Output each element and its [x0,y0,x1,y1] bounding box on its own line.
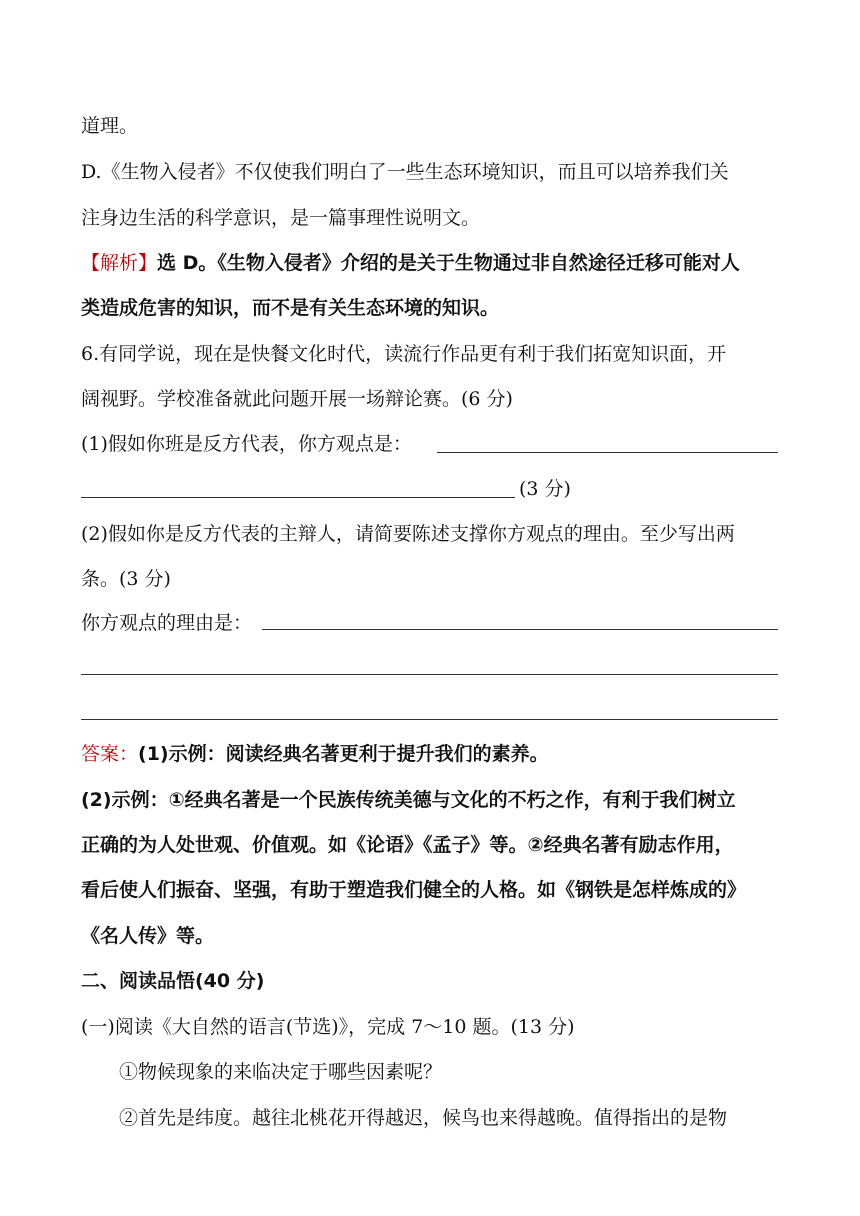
passage-paragraph-1: ①物候现象的来临决定于哪些因素呢？ [119,1061,443,1083]
reason-label: 你方观点的理由是： [81,612,253,634]
text-line: 道理。 [81,115,139,137]
reading-instruction: (一)阅读《大自然的语言(节选)》，完成 7～10 题。(13 分) [81,1016,575,1038]
answer-tag: 答案： [81,743,139,765]
question-6-part2-cont: 条。(3 分) [81,568,171,590]
question-6: 6.有同学说，现在是快餐文化时代，读流行作品更有利于我们拓宽知识面，开 [81,343,727,365]
answer-line [81,740,781,768]
answer-blank-5[interactable] [81,719,778,720]
text-line: 注身边生活的科学意识，是一篇事理性说明文。 [81,207,481,229]
answer-part2-cont: 正确的为人处世观、价值观。如《论语》《孟子》等。②经典名著有励志作用， [81,834,734,856]
answer-blank-3[interactable] [262,629,778,630]
question-6-part2: (2)假如你是反方代表的主辩人，请简要陈述支撑你方观点的理由。至少写出两 [81,523,735,545]
analysis-text: 选 D。《生物入侵者》介绍的是关于生物通过非自然途径迁移可能对人 [157,252,740,274]
answer-part2-cont: 看后使人们振奋、坚强，有助于塑造我们健全的人格。如《钢铁是怎样炼成的》 [81,879,747,901]
analysis-continuation: 类造成危害的知识，而不是有关生态环境的知识。 [81,297,500,319]
analysis-tag: 【解析】 [81,252,158,274]
passage-paragraph-2: ②首先是纬度。越往北桃花开得越迟，候鸟也来得越晚。值得指出的是物 [119,1107,728,1129]
answer-part2: (2)示例：①经典名著是一个民族传统美德与文化的不朽之作，有利于我们树立 [81,789,736,811]
answer-blank-2[interactable] [81,497,515,498]
answer-blank-4[interactable] [81,674,778,675]
question-6-cont: 阔视野。学校准备就此问题开展一场辩论赛。(6 分) [81,388,513,410]
answer-blank-1[interactable] [437,452,778,453]
score-label: (3 分) [519,478,571,500]
answer-part2-cont: 《名人传》等。 [81,925,215,947]
analysis-line [81,249,781,277]
question-6-part1: (1)假如你班是反方代表，你方观点是： [81,433,412,455]
answer-text: (1)示例：阅读经典名著更利于提升我们的素养。 [138,743,549,765]
section-heading: 二、阅读品悟(40 分) [81,970,265,992]
option-d: D.《生物入侵者》不仅使我们明白了一些生态环境知识，而且可以培养我们关 [81,161,729,183]
